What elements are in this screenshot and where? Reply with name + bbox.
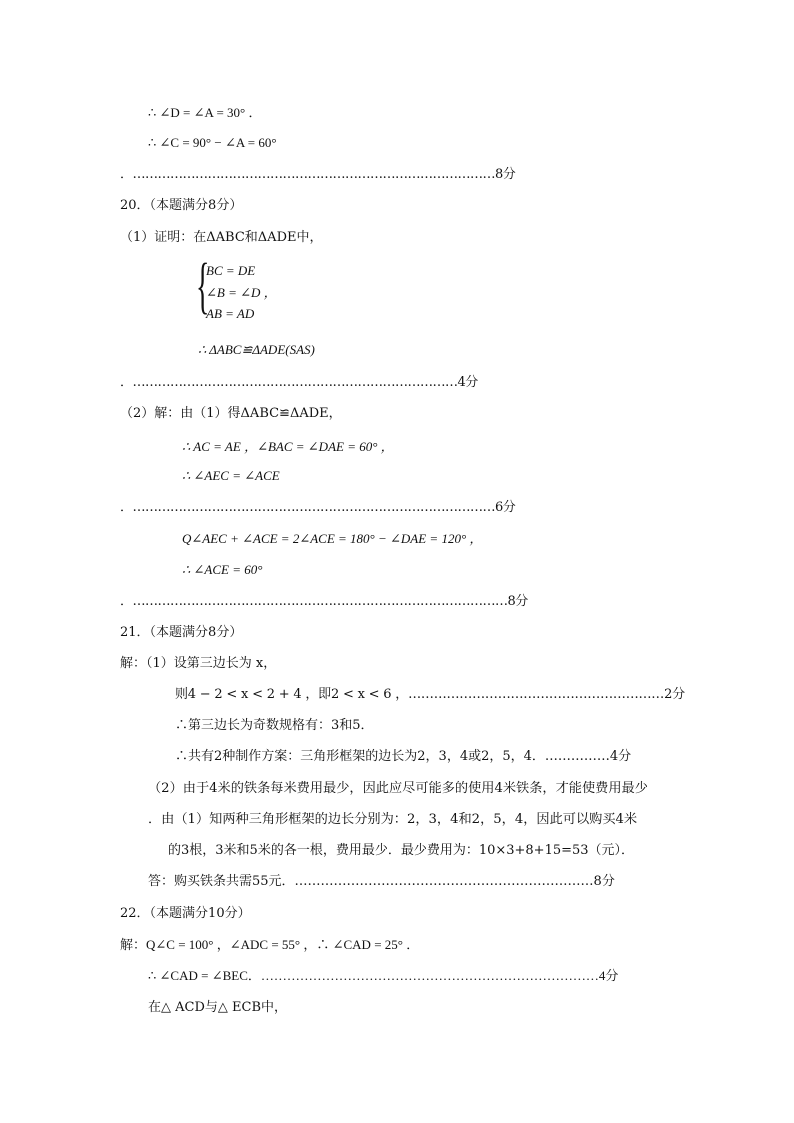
q22-step-3: 在△ ACD与△ ECB中， — [148, 1000, 288, 1015]
score-line-8: ．……………………………………………………………………………8分 — [120, 167, 516, 182]
question-22-heading: 22．（本题满分10分） — [120, 906, 251, 921]
step-angle-c: ∴ ∠C = 90° − ∠A = 60° — [148, 135, 277, 150]
score-line-4: ．……………………………………………………………………4分 — [120, 375, 478, 390]
q21-part2-line-3: 的3根，3米和5米的各一根，费用最少．最少费用为：10×3+8+15=53（元）． — [168, 843, 635, 858]
part2-step-2: ∴ ∠AEC = ∠ACE — [182, 468, 280, 483]
part2-intro: （2）解：由（1）得ΔABC≌ΔADE， — [120, 406, 342, 421]
q21-setup: 解：（1）设第三边长为 x， — [120, 656, 277, 671]
part2-step-3: Q∠AEC + ∠ACE = 2∠ACE = 180° − ∠DAE = 120° ， — [182, 531, 483, 546]
question-21-heading: 21．（本题满分8分） — [120, 625, 243, 640]
system-line-1: BC = DE — [206, 263, 256, 278]
system-brace: { — [196, 252, 210, 320]
congruence-conclusion: ∴ ΔABC≌ΔADE(SAS) — [198, 342, 315, 357]
system-line-2: ∠B = ∠D ， — [206, 285, 277, 300]
score-line-8b: ．………………………………………………………………………………8分 — [120, 594, 528, 609]
part2-step-4: ∴ ∠ACE = 60° — [182, 562, 263, 577]
q21-part2-line-2: ．由（1）知两种三角形框架的边长分别为：2，3，4和2，5，4，因此可以购买4米 — [148, 812, 638, 827]
q21-two-plans: ∴共有2种制作方案：三角形框架的边长为2，3，4或2，5，4．……………4分 — [175, 749, 632, 764]
q21-odd-lengths: ∴第三边长为奇数规格有：3和5． — [175, 718, 374, 733]
system-line-3: AB = AD — [206, 306, 255, 321]
part2-step-1: ∴ AC = AE ，∠BAC = ∠DAE = 60° ， — [182, 439, 394, 454]
question-20-heading: 20．（本题满分8分） — [120, 198, 243, 213]
score-line-6: ．……………………………………………………………………………6分 — [120, 500, 516, 515]
q21-inequality: 则4 − 2 < x < 2 + 4 ，即2 < x < 6 ，……………………………………………………2分 — [175, 687, 685, 702]
q21-answer: 答：购买铁条共需55元．……………………………………………………………8分 — [148, 874, 615, 889]
q22-step-2: ∴ ∠CAD = ∠BEC．……………………………………………………………………4分 — [148, 968, 619, 983]
q21-part2-line-1: （2）由于4米的铁条每米费用最少，因此应尽可能多的使用4米铁条，才能使费用最少 — [148, 781, 648, 796]
step-angle-d: ∴ ∠D = ∠A = 30° ． — [148, 105, 262, 120]
q22-step-1: 解：Q∠C = 100° ，∠ADC = 55° ，∴ ∠CAD = 25° ． — [120, 937, 420, 952]
proof-intro: （1）证明：在ΔABC和ΔADE中， — [120, 230, 323, 245]
